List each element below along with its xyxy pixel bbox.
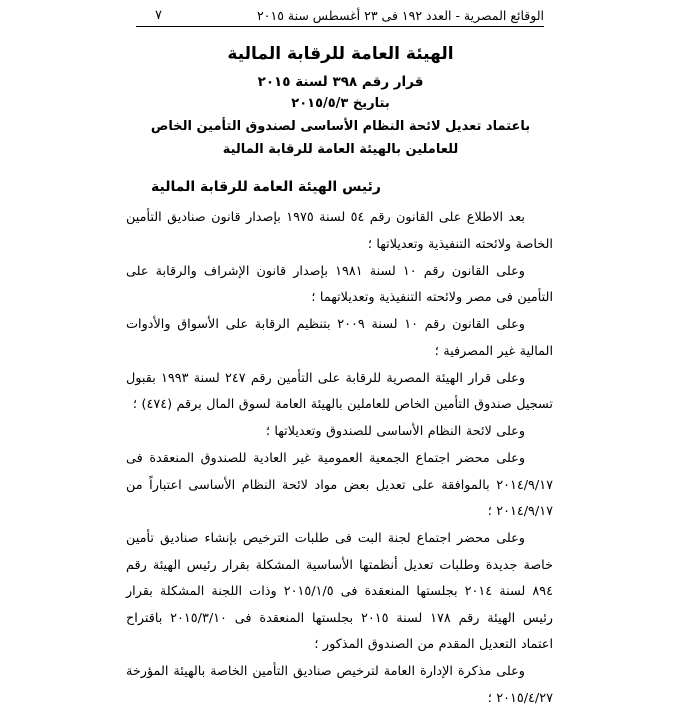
decree-subject-line-2: للعاملين بالهيئة العامة للرقابة المالية bbox=[222, 142, 459, 157]
preamble-paragraph: وعلى لائحة النظام الأساسى للصندوق وتعديلاتها ؛ bbox=[265, 424, 525, 439]
document-body bbox=[126, 205, 553, 712]
decree-date: بتاريخ ٢٠١٥/٥/٣ bbox=[291, 96, 390, 111]
page-number: ٧ bbox=[155, 8, 162, 23]
running-header-inner bbox=[137, 8, 544, 24]
page-title: الهيئة العامة للرقابة المالية bbox=[227, 44, 454, 64]
preamble-paragraph: وعلى القانون رقم ١٠ لسنة ٢٠٠٩ بتنظيم الرقابة على الأسواق والأدوات المالية غير المصرفية ؛ bbox=[126, 317, 553, 359]
preamble-paragraph: وعلى القانون رقم ١٠ لسنة ١٩٨١ بإصدار قانون الإشراف والرقابة على التأمين فى مصر ولائحته التنفيذية وتعديلاتهما ؛ bbox=[126, 263, 553, 305]
preamble-paragraph: وعلى محضر اجتماع لجنة البت فى طلبات الترخيص بإنشاء صناديق تأمين خاصة جديدة وطلبات تعديل أنظمتها الأساسية المشكلة بقرار رئيس الهيئة رقم ٨٩٤ لسنة ٢٠١٤ بجلستها المنعقدة فى ٢٠١٥/١/٥ وذات اللجنة المشكلة بقرار رئيس الهيئة رقم ١٧٨ لسنة ٢٠١٥ بجلستها المنعقدة فى ٢٠١٥/٣/١٠ باقتراح اعتماد التعديل المقدم من الصندوق المذكور ؛ bbox=[126, 531, 553, 652]
preamble-paragraph: وعلى قرار الهيئة المصرية للرقابة على التأمين رقم ٢٤٧ لسنة ١٩٩٣ بقبول تسجيل صندوق التأمين الخاص للعاملين بالهيئة العامة لسوق المال برقم (٤٧٤) ؛ bbox=[126, 370, 553, 412]
header-divider-rule bbox=[136, 26, 544, 27]
preamble-paragraph: وعلى مذكرة الإدارة العامة لترخيص صناديق التأمين الخاصة بالهيئة المؤرخة ٢٠١٥/٤/٢٧ ؛ bbox=[126, 664, 553, 706]
decree-subject-line-1: باعتماد تعديل لائحة النظام الأساسى لصندوق التأمين الخاص bbox=[150, 119, 531, 134]
title-block bbox=[0, 42, 681, 161]
preamble-paragraph: وعلى محضر اجتماع الجمعية العمومية غير العادية للصندوق المنعقدة فى ٢٠١٤/٩/١٧ بالموافقة على تعديل بعض مواد لائحة النظام الأساسى اعتباراً من ٢٠١٤/٩/١٧ ؛ bbox=[126, 451, 553, 519]
preamble-paragraph: بعد الاطلاع على القانون رقم ٥٤ لسنة ١٩٧٥ بإصدار قانون صناديق التأمين الخاصة ولائحته التنفيذية وتعديلاتها ؛ bbox=[126, 210, 553, 252]
authority-heading: رئيس الهيئة العامة للرقابة المالية bbox=[151, 179, 381, 195]
gazette-issue-line: الوقائع المصرية - العدد ١٩٢ فى ٢٣ أغسطس سنة ٢٠١٥ bbox=[257, 8, 544, 23]
decree-number: قرار رقم ٣٩٨ لسنة ٢٠١٥ bbox=[257, 74, 424, 90]
